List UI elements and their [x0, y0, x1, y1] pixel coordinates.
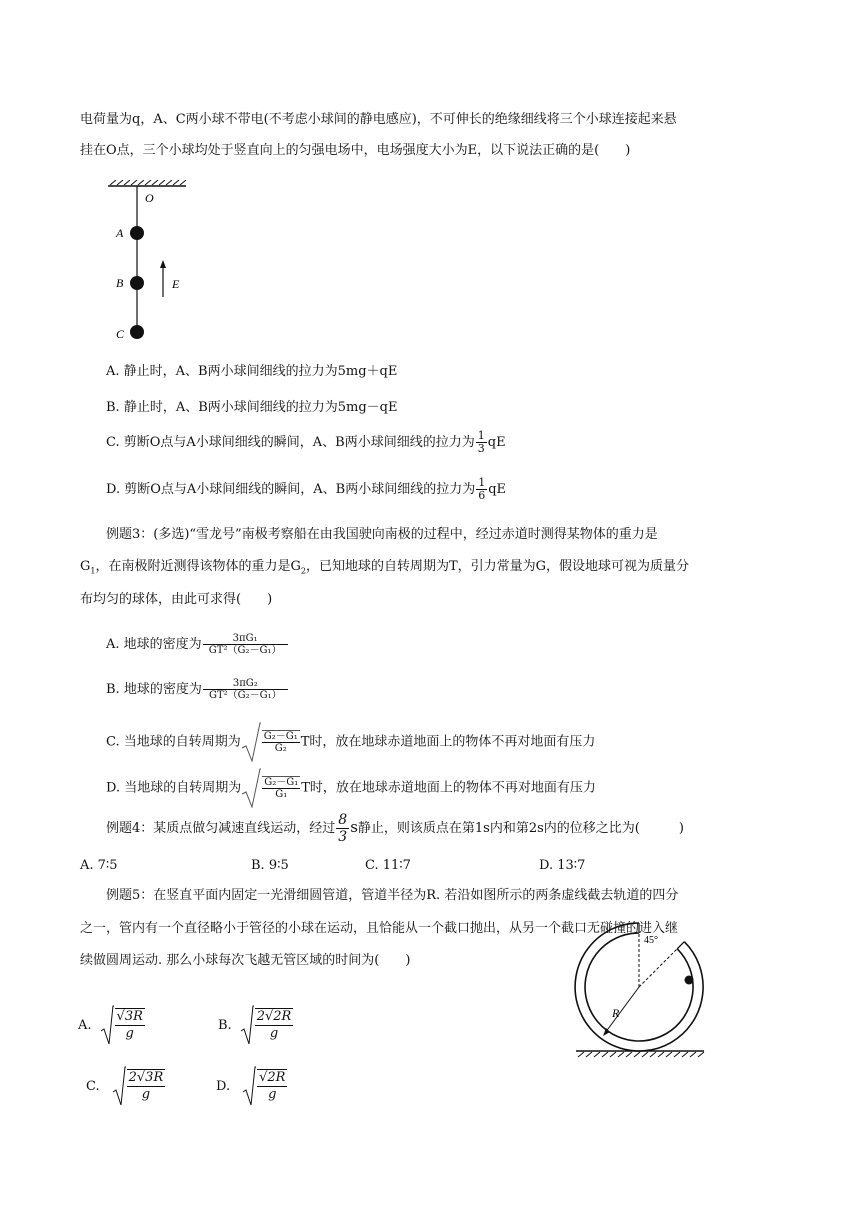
q4-option-d: D. 13∶7 [539, 858, 586, 873]
sqrt-fraction-a [115, 1008, 145, 1042]
ball-a [130, 226, 144, 240]
q2-option-c-text: C. 剪断O点与A小球间细线的瞬间，A、B两小球间细线的拉力为 [106, 435, 475, 450]
q5-line-2: 之一，管内有一个直径略小于管径的小球在运动，且恰能从一个截口抛出，从另一个截口无碰撞的进入继 [80, 921, 679, 936]
frac-num: 2√2R [256, 1009, 292, 1024]
q3-line-1: 例题3：(多选)“雪龙号”南极考察船在由我国驶向南极的过程中，经过赤道时测得某物体的重力是 [106, 527, 658, 542]
q3-line-2-end: ，已知地球的自转周期为T，引力常量为G，假设地球可视为质量分 [305, 559, 690, 574]
q3-option-d [106, 768, 596, 808]
q3-option-d-tail: T时，放在地球赤道地面上的物体不再对地面有压力 [301, 780, 596, 796]
frac-num: 3πG₂ [232, 678, 258, 689]
q3-line-2-mid: ，在南极附近测得该物体的重力是G [95, 559, 301, 574]
q2-option-d-text: D. 剪断O点与A小球间细线的瞬间，A、B两小球间细线的拉力为 [106, 482, 476, 497]
sqrt-sign-icon [242, 1066, 256, 1106]
q3-option-b [106, 678, 289, 701]
q3-option-a-text: A. 地球的密度为 [106, 637, 202, 652]
circular-pipe-figure [572, 905, 712, 1065]
fraction-one-sixth [476, 477, 487, 502]
q5-option-d [216, 1064, 288, 1108]
q2-option-d-suffix: qE [488, 482, 507, 497]
label-c: C [116, 327, 125, 341]
q5-option-b-label: B. [218, 1017, 232, 1033]
frac-den: g [115, 1025, 145, 1042]
frac-den: 3 [338, 829, 348, 845]
q5-option-c [86, 1064, 166, 1108]
frac-num: √2R [259, 1070, 286, 1085]
radius-label: R [612, 1006, 620, 1020]
frac-den: g [255, 1025, 294, 1042]
q5-line-1: 例题5：在竖直平面内固定一光滑细圆管道，管道半径为R. 若沿如图所示的两条虚线截去轨道的四分 [106, 888, 679, 903]
q2-option-c-suffix: qE [487, 435, 506, 450]
q2-option-b: B. 静止时，A、B两小球间细线的拉力为5mg－qE [106, 400, 398, 415]
label-e: E [172, 277, 180, 291]
q5-option-c-label: C. [86, 1078, 100, 1094]
frac-den: g [257, 1086, 287, 1103]
q2-option-c [106, 430, 506, 455]
density-fraction-b [203, 678, 288, 701]
label-o: O [145, 191, 154, 205]
frac-den: g [127, 1086, 166, 1103]
q4-option-a: A. 7∶5 [80, 858, 118, 873]
frac-num: 8 [338, 812, 348, 828]
q4-stem [106, 812, 684, 845]
frac-num: 2√3R [128, 1070, 164, 1085]
pipe-ball [685, 976, 694, 985]
sqrt-sign-icon [241, 722, 261, 762]
q5-line-3: 续做圆周运动. 那么小球每次飞越无管区域的时间为( ) [80, 953, 411, 968]
sqrt-expression-c [241, 722, 301, 762]
q5-option-a [78, 1003, 146, 1047]
sqrt-expression-d [241, 768, 301, 808]
fraction-one-third [476, 430, 487, 455]
sqrt-sign-icon [240, 1005, 254, 1045]
label-a: A [116, 226, 124, 240]
hanging-balls-figure [100, 180, 220, 345]
density-fraction-a [203, 633, 288, 656]
frac-num: 1 [477, 429, 485, 442]
q3-option-d-text: D. 当地球的自转周期为 [106, 780, 242, 796]
intro-line-2: 挂在O点，三个小球均处于竖直向上的匀强电场中，电场强度大小为E，以下说法正确的是( ) [80, 143, 631, 158]
q3-option-c-tail: T时，放在地球赤道地面上的物体不再对地面有压力 [300, 734, 596, 750]
q4-unit: s [350, 818, 358, 836]
sqrt-sign-icon [112, 1066, 126, 1106]
sqrt-fraction-b [255, 1008, 294, 1042]
q3-line-2: $G_1$，在南极附近测得该物体的重力是$G_2$，已知地球的自转周期为T，引力常量为G，假设地球可视为质量分 [80, 559, 690, 576]
q3-option-c [106, 722, 595, 762]
q5-option-b [218, 1003, 294, 1047]
angle-label: 45° [644, 935, 658, 946]
q3-option-c-text: C. 当地球的自转周期为 [106, 734, 241, 750]
frac-num: 3πG₁ [232, 633, 258, 644]
q3-line-3: 布均匀的球体，由此可求得( ) [80, 592, 273, 607]
sqrt-sign-icon [241, 768, 261, 808]
q5-option-a-label: A. [78, 1017, 92, 1033]
q5-option-d-label: D. [216, 1078, 231, 1094]
q2-option-d [106, 477, 506, 502]
frac-den: GT²（G₂－G₁） [203, 689, 288, 701]
intro-line-1: 电荷量为q，A、C两小球不带电(不考虑小球间的静电感应)，不可伸长的绝缘细线将三个小球连接起来悬 [80, 112, 677, 127]
sqrt-fraction-c [127, 1069, 166, 1103]
q4-stem-post: 静止，则该质点在第1s内和第2s内的位移之比为( ) [357, 821, 684, 836]
frac-den: G₁ [262, 788, 300, 800]
q3-g1: G [80, 559, 91, 574]
frac-num: √3R [116, 1009, 143, 1024]
q3-option-a [106, 633, 289, 656]
q3-option-b-text: B. 地球的密度为 [106, 682, 202, 697]
q2-option-a: A. 静止时，A、B两小球间细线的拉力为5mg＋qE [106, 364, 398, 379]
frac-den: G₂ [262, 742, 300, 754]
frac-num: G₂－G₁ [264, 777, 299, 788]
time-fraction [336, 812, 349, 845]
frac-den: GT²（G₂－G₁） [203, 644, 288, 656]
sqrt-sign-icon [100, 1005, 114, 1045]
frac-den: 6 [478, 489, 486, 502]
label-b: B [116, 276, 124, 290]
frac-num: 1 [478, 476, 486, 489]
q4-option-b: B. 9∶5 [251, 858, 289, 873]
sqrt-fraction-d [257, 1069, 287, 1103]
q4-option-c: C. 11∶7 [365, 858, 411, 873]
q4-stem-pre: 例题4：某质点做匀减速直线运动，经过 [106, 821, 336, 836]
ball-c [130, 325, 144, 339]
frac-num: G₂－G₁ [263, 731, 298, 742]
ball-b [130, 276, 144, 290]
frac-den: 3 [477, 442, 485, 455]
